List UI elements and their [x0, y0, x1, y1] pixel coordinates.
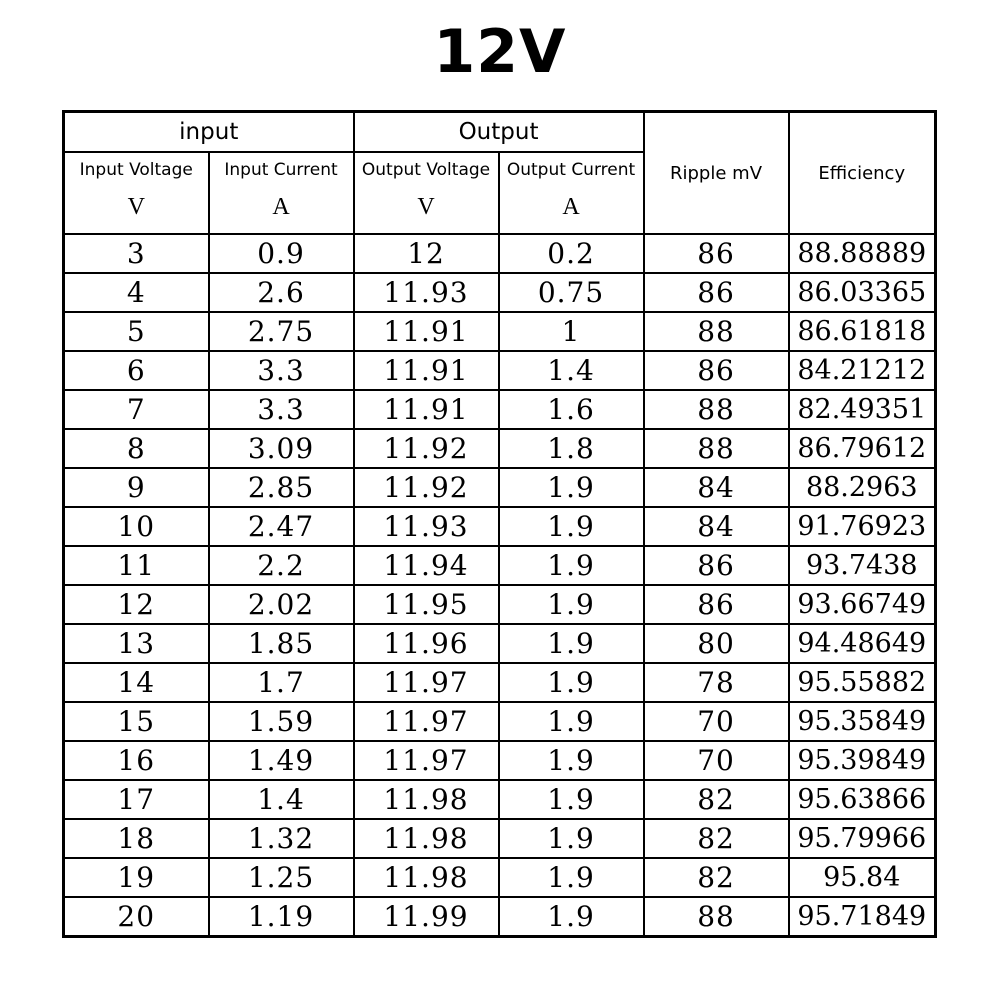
- input-group-header: input: [64, 112, 354, 153]
- table-row: [64, 663, 936, 702]
- input-voltage-cell: 10: [64, 507, 209, 546]
- table-row: [64, 819, 936, 858]
- output-voltage-cell: 11.97: [354, 663, 499, 702]
- input-current-cell: 1.19: [209, 897, 354, 937]
- input-voltage-cell: 8: [64, 429, 209, 468]
- table-row: [64, 585, 936, 624]
- input-voltage-cell: 19: [64, 858, 209, 897]
- output-voltage-cell: 11.95: [354, 585, 499, 624]
- efficiency-cell: 93.66749: [789, 585, 936, 624]
- efficiency-cell: 88.88889: [789, 234, 936, 273]
- input-current-cell: 2.47: [209, 507, 354, 546]
- ripple-cell: 88: [644, 390, 789, 429]
- output-voltage-cell: 11.96: [354, 624, 499, 663]
- output-voltage-cell: 11.99: [354, 897, 499, 937]
- input-voltage-unit: V: [127, 194, 145, 220]
- table-row: [64, 741, 936, 780]
- output-voltage-cell: 11.97: [354, 702, 499, 741]
- output-group-header: Output: [354, 112, 644, 153]
- table-row: [64, 702, 936, 741]
- input-voltage-cell: 5: [64, 312, 209, 351]
- output-voltage-cell: 11.92: [354, 429, 499, 468]
- ripple-cell: 82: [644, 819, 789, 858]
- output-voltage-cell: 11.98: [354, 819, 499, 858]
- output-voltage-cell: 11.94: [354, 546, 499, 585]
- ripple-cell: 88: [644, 897, 789, 937]
- input-voltage-cell: 18: [64, 819, 209, 858]
- input-voltage-cell: 15: [64, 702, 209, 741]
- efficiency-cell: 84.21212: [789, 351, 936, 390]
- input-current-cell: 2.6: [209, 273, 354, 312]
- table-row: [64, 780, 936, 819]
- output-current-cell: 1.9: [499, 858, 644, 897]
- input-voltage-cell: 13: [64, 624, 209, 663]
- ripple-cell: 86: [644, 546, 789, 585]
- output-current-cell: 1.9: [499, 702, 644, 741]
- output-current-unit: A: [562, 194, 580, 220]
- input-voltage-cell: 9: [64, 468, 209, 507]
- output-current-cell: 1.4: [499, 351, 644, 390]
- output-voltage-cell: 11.93: [354, 507, 499, 546]
- table-row: [64, 273, 936, 312]
- input-current-label: Input Current: [224, 160, 338, 180]
- ripple-cell: 70: [644, 702, 789, 741]
- ripple-cell: 86: [644, 273, 789, 312]
- output-voltage-cell: 11.93: [354, 273, 499, 312]
- ripple-cell: 70: [644, 741, 789, 780]
- group-header-row: [64, 112, 936, 153]
- input-current-cell: 0.9: [209, 234, 354, 273]
- efficiency-cell: 94.48649: [789, 624, 936, 663]
- table-row: [64, 429, 936, 468]
- ripple-cell: 84: [644, 468, 789, 507]
- ripple-cell: 82: [644, 780, 789, 819]
- output-voltage-header: [354, 152, 499, 234]
- output-voltage-label: Output Voltage: [361, 160, 491, 180]
- output-voltage-cell: 11.98: [354, 858, 499, 897]
- output-current-cell: 1: [499, 312, 644, 351]
- efficiency-cell: 91.76923: [789, 507, 936, 546]
- efficiency-cell: 95.55882: [789, 663, 936, 702]
- output-current-cell: 1.9: [499, 624, 644, 663]
- efficiency-cell: 88.2963: [789, 468, 936, 507]
- input-current-header: [209, 152, 354, 234]
- input-current-cell: 3.09: [209, 429, 354, 468]
- efficiency-cell: 82.49351: [789, 390, 936, 429]
- input-current-unit: A: [272, 194, 290, 220]
- output-voltage-cell: 11.97: [354, 741, 499, 780]
- spec-table: [62, 110, 937, 938]
- output-current-cell: 1.9: [499, 546, 644, 585]
- output-current-cell: 1.9: [499, 585, 644, 624]
- output-current-cell: 0.75: [499, 273, 644, 312]
- ripple-cell: 86: [644, 234, 789, 273]
- ripple-cell: 80: [644, 624, 789, 663]
- table-row: [64, 351, 936, 390]
- output-voltage-unit: V: [417, 194, 435, 220]
- output-voltage-cell: 11.91: [354, 312, 499, 351]
- output-current-cell: 1.9: [499, 780, 644, 819]
- input-current-cell: 1.25: [209, 858, 354, 897]
- efficiency-header: Efficiency: [789, 112, 936, 235]
- ripple-cell: 84: [644, 507, 789, 546]
- input-voltage-cell: 6: [64, 351, 209, 390]
- input-voltage-cell: 20: [64, 897, 209, 937]
- table-row: [64, 390, 936, 429]
- page-title: 12V: [433, 17, 567, 87]
- output-current-cell: 1.8: [499, 429, 644, 468]
- output-current-cell: 0.2: [499, 234, 644, 273]
- output-current-cell: 1.9: [499, 507, 644, 546]
- input-current-cell: 2.75: [209, 312, 354, 351]
- output-voltage-cell: 11.92: [354, 468, 499, 507]
- output-voltage-cell: 12: [354, 234, 499, 273]
- output-voltage-cell: 11.98: [354, 780, 499, 819]
- input-voltage-cell: 3: [64, 234, 209, 273]
- efficiency-cell: 95.71849: [789, 897, 936, 937]
- output-current-cell: 1.9: [499, 819, 644, 858]
- table-row: [64, 624, 936, 663]
- output-current-header: [499, 152, 644, 234]
- input-voltage-cell: 16: [64, 741, 209, 780]
- ripple-cell: 88: [644, 312, 789, 351]
- input-current-cell: 1.7: [209, 663, 354, 702]
- table-row: [64, 312, 936, 351]
- table-row: [64, 234, 936, 273]
- output-current-cell: 1.9: [499, 897, 644, 937]
- input-current-cell: 1.4: [209, 780, 354, 819]
- input-voltage-cell: 12: [64, 585, 209, 624]
- table-row: [64, 468, 936, 507]
- input-current-cell: 1.59: [209, 702, 354, 741]
- input-voltage-label: Input Voltage: [79, 160, 193, 180]
- output-current-label: Output Current: [506, 160, 636, 180]
- efficiency-cell: 86.03365: [789, 273, 936, 312]
- input-voltage-cell: 4: [64, 273, 209, 312]
- input-current-cell: 2.85: [209, 468, 354, 507]
- input-current-cell: 1.32: [209, 819, 354, 858]
- output-voltage-cell: 11.91: [354, 351, 499, 390]
- ripple-cell: 82: [644, 858, 789, 897]
- input-voltage-cell: 17: [64, 780, 209, 819]
- table-row: [64, 546, 936, 585]
- output-voltage-cell: 11.91: [354, 390, 499, 429]
- efficiency-cell: 93.7438: [789, 546, 936, 585]
- efficiency-cell: 95.84: [789, 858, 936, 897]
- spec-table-body: [64, 112, 936, 937]
- ripple-cell: 78: [644, 663, 789, 702]
- ripple-cell: 86: [644, 351, 789, 390]
- ripple-cell: 88: [644, 429, 789, 468]
- efficiency-cell: 95.39849: [789, 741, 936, 780]
- ripple-header: Ripple mV: [644, 112, 789, 235]
- efficiency-cell: 86.61818: [789, 312, 936, 351]
- table-row: [64, 897, 936, 937]
- efficiency-cell: 95.79966: [789, 819, 936, 858]
- input-voltage-cell: 14: [64, 663, 209, 702]
- output-current-cell: 1.6: [499, 390, 644, 429]
- input-current-cell: 1.49: [209, 741, 354, 780]
- input-current-cell: 1.85: [209, 624, 354, 663]
- table-row: [64, 507, 936, 546]
- input-voltage-cell: 7: [64, 390, 209, 429]
- output-current-cell: 1.9: [499, 468, 644, 507]
- output-current-cell: 1.9: [499, 741, 644, 780]
- input-current-cell: 2.02: [209, 585, 354, 624]
- efficiency-cell: 95.63866: [789, 780, 936, 819]
- efficiency-cell: 95.35849: [789, 702, 936, 741]
- input-current-cell: 2.2: [209, 546, 354, 585]
- input-voltage-cell: 11: [64, 546, 209, 585]
- ripple-cell: 86: [644, 585, 789, 624]
- input-voltage-header: [64, 152, 209, 234]
- efficiency-cell: 86.79612: [789, 429, 936, 468]
- output-current-cell: 1.9: [499, 663, 644, 702]
- table-row: [64, 858, 936, 897]
- input-current-cell: 3.3: [209, 390, 354, 429]
- input-current-cell: 3.3: [209, 351, 354, 390]
